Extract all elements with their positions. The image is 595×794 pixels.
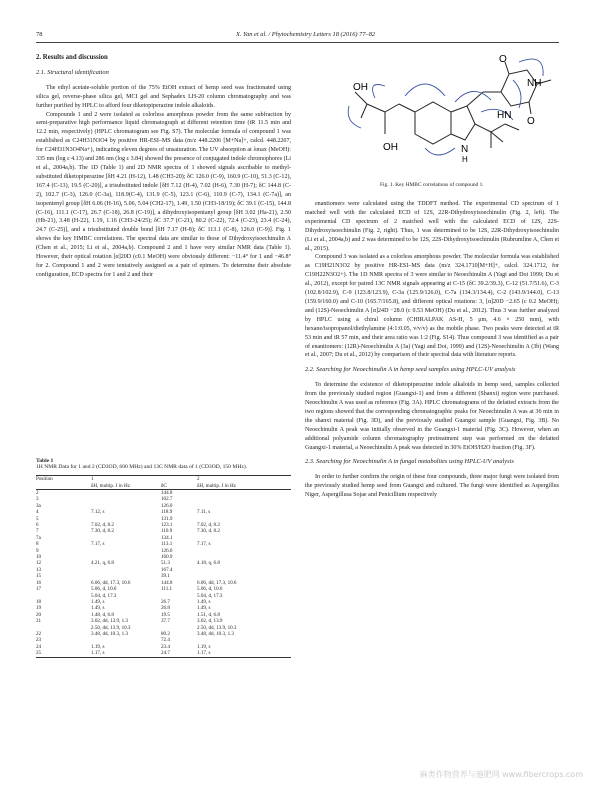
table-cell: 15 <box>36 573 42 580</box>
table-cell: 110.9 <box>161 528 173 535</box>
table-cell: 1.19, s <box>197 643 211 650</box>
column-subheader <box>36 483 91 490</box>
section-heading: 2. Results and discussion <box>36 54 108 61</box>
subsection-heading: 2.3. Searching for Neoechinulin A in fungal metabolites using HPLC-UV analysis <box>305 458 514 466</box>
table-row <box>36 650 291 657</box>
table-cell: 2 <box>36 490 39 497</box>
table-cell <box>91 490 161 497</box>
table-cell: 26.7 <box>161 598 170 605</box>
table-cell: 6.06, dd, 17.3, 10.6 <box>197 579 237 586</box>
table-row <box>36 586 291 599</box>
right-column <box>305 200 559 500</box>
column-header: 1 <box>91 476 94 483</box>
table-cell: 111.1 <box>161 586 173 593</box>
chem-label-o: O <box>499 54 507 65</box>
paragraph: enantiomers were calculated using the TDDFT method. The experimental CD spectrum of 1 matched well with the calculated ECD of 12S, 22R-Dihydroxyisoechinulin (Fig. 2, left). The experimental CD spectrum of 2 matched well with the calculated ECD of 12S, 22S-Dihydroxyisoechinulin (Fig. 2, right). Thus, 1 was determined to be 12S, 22R-Dihydroxyisoechinulin (Li et al., 2004a,b) and 2 was determined to be 12S, 22S-Dihydroxyisoechinulin (Rubrumline A, Chen et al., 2015). <box>305 201 559 252</box>
table-title: Table 1 <box>36 458 54 464</box>
journal-citation: X. Yan et al. / Phytochemistry Letters 18 (2016) 77–82 <box>236 31 376 38</box>
table-cell: 8 <box>36 541 39 548</box>
table-cell: 1.49, s <box>91 598 105 605</box>
table-cell: 25 <box>36 650 91 657</box>
table-cell: 113.1 <box>161 541 173 548</box>
table-cell: 134.1 <box>161 534 173 541</box>
table-cell: 9 <box>36 547 39 554</box>
header-rule <box>36 42 559 43</box>
table-cell: 1.49, s <box>197 605 211 612</box>
table-cell: 10 <box>36 554 42 561</box>
table-cell: 102.7 <box>161 496 173 503</box>
table-cell: 24 <box>36 643 42 650</box>
table-cell: 7.12, s <box>91 509 105 516</box>
table-cell: 3.48, dd, 10.3, 1.3 <box>91 630 128 637</box>
watermark: 麻类作物营养与施肥网 www.fibercrops.com <box>419 770 583 779</box>
table-cell: 6 <box>36 522 39 529</box>
table-cell: 118.9 <box>161 509 173 516</box>
figure-hmbc-structure <box>305 52 559 182</box>
table-cell: 19.5 <box>161 611 170 618</box>
table-cell: 26.8 <box>161 605 170 612</box>
table-cell: 3.02, d, 13.9 2.50, dd, 13.9, 10.3 <box>197 618 237 631</box>
table-cell: 23.4 <box>161 643 170 650</box>
column-header: Position <box>36 476 53 483</box>
table-cell: 4.18, q, 6.8 <box>197 560 220 567</box>
table-cell: 167.4 <box>161 566 173 573</box>
table-cell: 5 <box>36 515 39 522</box>
table-cell: 16 <box>36 579 42 586</box>
chemical-structure <box>305 52 559 182</box>
paragraph: Compound 3 was isolated as a colorless amorphous powder. The molecular formula was established as C19H21N3O2 by positive HR-ESI–MS data (m/z 324.1710[M+H]+, calcd. 324.1712, for C19H22N3O2+). The 1D NMR spectra of 3 were similar to Neoechinulin A (Yagi and Doi 1999; Du et al., 2012), except for paired 13C NMR signals appearing at C-15 (δC 39.2/39.3), C-12 (51.7/51.6), C-3 (102.8/102.9), C-9 (123.8/123.9), C-3a (125.9/126.0), C-7a (134.3/134.4), C-2 (143.9/144.0), C-13 (159.9/160.0) and C-10 (165.7/165.8), and different optical rotations: 3, [α]20D −2.65 (c 0.2 MeOH); and (12S)-Neoechinulin A [α]24D −28.0 (c 0.53 MeOH) (Du et al., 2012). Thus 3 was further analyzed by HPLC using a chiral column (CHIRALPAK AS-H, 5 μm, 4.6 × 250 mm), with hexane/isopropanol/diethylamine (4:1:0.05, v/v/v) as the mobile phase. Two peaks were detected at tR 53 min and tR 57 min, and their area ratio was 1:2 (Fig. S14). Thus compound 3 was identified as a pair of enantiomers: (12R)-Neoechinulin A (3a) (Yagi and Doi, 1999) and (12S)-Neoechinulin A (3b) (Wang et al., 2007; Du et al., 2012) by comparison of their spectral data with literature reports. <box>305 254 559 359</box>
table-cell: 5.06, d, 10.6 5.04, d, 17.3 <box>91 586 117 599</box>
table-cell: 1.48, d, 6.8 <box>91 611 114 618</box>
paragraph: To determine the existence of diketopiperazine indole alkaloids in hemp seed, samples collected from the previously studied region (Guangxi-1) and from a different (Shanxi) region were purchased. Neoechinulin A was used as reference (Fig. 3A). HPLC chromatograms of the defatted extracts from the two regions showed that the corresponding chromatographic peaks for Neoechinulin A was at 36 min in the shanxi material (Fig. 3D), and the previously studied Guangxi sample (Guangxi, Fig. 3B). No Neoechinulin A peak was initially observed in the Guangxi-1 material (Fig. 3C). However, when an additional polyamide column chromatography pretreatment step was performed on the defatted Guangxi-1 material, a Neoechinulin A peak was detected in 30% EtOH/H2O fraction (Fig. 3F). <box>305 382 559 451</box>
table-cell: 7 <box>36 528 39 535</box>
table-cell: 7.30, d, 8.2 <box>91 528 114 535</box>
chem-label-n: N <box>461 144 469 155</box>
table-cell: 22 <box>36 630 42 637</box>
table-cell: 1.19, s <box>91 643 105 650</box>
table-cell: 13 <box>36 566 42 573</box>
chem-label-h: H <box>462 155 468 164</box>
chem-label-o: O <box>527 116 535 127</box>
table-cell: 7.02, d, 8.2 <box>91 522 114 529</box>
subsection-heading: 2.1. Structural identification <box>36 68 109 76</box>
subsection-heading: 2.2. Searching for Neoechinulin A in hemp seed samples using HPLC-UV analysis <box>305 366 516 374</box>
chem-label-oh: OH <box>383 142 398 153</box>
table-cell: 1.51, d, 6.8 <box>197 611 220 618</box>
nmr-table <box>36 458 291 658</box>
table-caption: 1H NMR Data for 1 and 2 (CD3OD, 600 MHz) and 13C NMR data of 1 (CD3OD, 150 MHz). <box>36 464 248 470</box>
table-cell: 3 <box>36 496 39 503</box>
paragraph: Compounds 1 and 2 were isolated as colorless amorphous powder from the same subfraction by semi-preparative high performance liquid chromatograph at different retention time (tR 11.5 min and 12.2 min, respectively) (HPLC chromatogram see Fig. S7). The molecular formula of compound 1 was established as C24H31N3O4 by positive HR-ESI–MS data (m/z 448.2206 [M+Na]+, calcd. 448.2207, for C24H31N3O4Na+), indicating eleven degrees of unsaturation. The UV absorption at λmax (MeOH): 335 nm (log ε 4.13) and 286 nm (log ε 3.84) showed the presence of conjugated indole chromophores (Li et al., 2004a,b). The 1D (Table 1) and 2D NMR spectra of 1 showed signals ascribable to methyl-substituted diketopiperazine [δH 4.21 (H-12), 1.48 (CH3-20); δC 126.0 (C-9), 160.9 (C-10), 51.3 (C-12), 167.4 (C-13), 19.5 (C-20)], a trisubstituted indole [δH 7.12 (H-4), 7.02 (H-6), 7.30 (H-7); δC 144.8 (C-2), 102.7 (C-3), 126.0 (C-3a), 118.9(C-4), 131.9 (C-5), 123.1 (C-6), 110.9 (C-7), 134.1 (C-7a)], an isopentenyl group [δH 6.06 (H-16), 5.06, 5.04 (CH2-17), 1.49, 1.50 (CH3-18/19); δC 39.1 (C-15), 144.8 (C-16), 111.1 (C-17), 26.7 (C-18), 26.8 (C-19)], a dihydroxyisopentanyl group [δH 3.02 (Ha-21), 2.50 (Hb-21), 3.48 (H-22), 1.19, 1.16 (CH3-24/25); δC 37.7 (C-21), 80.2 (C-22), 72.4 (C-23), 23.4 (C-24), 24.7 (C-25)], and a trisubstituted double bond [δH 7.17 (H-8); δC 113.1 (C-8), 126.0 (C-9)]. Fig. 1 shows the key HMBC correlations. The spectral data are similar to those of Dihydroxyisoechinulin A (Chen et al., 2015; Li et al., 2004a,b). Compound 2 and 1 have very similar NMR data (Table 1). However, their optical rotation [α]20D (c0.1 MeOH) were obviously different: −11.4° for 1 and −46.8° for 2. Compound 1 and 2 were tentatively assigned as a pair of epimers. To determine their absolute configuration, ECD spectra for 1 and 2 and their <box>36 111 291 278</box>
table-cell: 7.30, d, 8.2 <box>197 528 220 535</box>
table-cell: 1.17, s <box>91 650 161 657</box>
chem-label-oh: OH <box>353 82 368 93</box>
table-cell: 1.49, s <box>91 605 105 612</box>
table-cell: 126.0 <box>161 547 173 554</box>
left-column <box>36 54 291 280</box>
nmr-data-table <box>36 475 291 657</box>
table-cell: 3a <box>36 502 41 509</box>
figure-caption: Fig. 1. Key HMBC correlations of compound 1. <box>380 182 484 188</box>
table-cell: 7.11, s <box>197 509 211 516</box>
table-cell: 51.3 <box>161 560 170 567</box>
chem-label-hn: HN <box>497 110 512 121</box>
table-cell: 80.2 <box>161 630 170 637</box>
table-cell: 20 <box>36 611 42 618</box>
paragraph: In order to further confirm the origin of these four compounds, three major fungi were isolated from the previously studied hemp seed from Guangxi and cultured. The fungi were identified as Aspergillus Niger, Aspergillusa Sojae and Penicillium respectively <box>305 474 559 499</box>
column-subheader: δC <box>161 482 167 489</box>
table-cell: 21 <box>36 618 42 625</box>
table-cell: 5.06, d, 10.6 5.04, d, 17.3 <box>197 586 223 599</box>
table-cell: 7a <box>36 534 41 541</box>
table-row <box>36 618 291 631</box>
table-cell: 3.02, dd, 13.9, 1.3 2.50, dd, 13.9, 10.3 <box>91 618 131 631</box>
table-cell: 4 <box>36 509 39 516</box>
chem-label-nh: NH <box>527 78 542 89</box>
table-cell: 39.1 <box>161 573 170 580</box>
table-cell: 1.17, s <box>197 650 291 657</box>
table-cell: 131.9 <box>161 515 173 522</box>
table-cell: 23 <box>36 637 42 644</box>
table-body <box>36 490 291 658</box>
paragraph: The ethyl acetate-soluble portion of the 75% EtOH extract of hemp seed was fractionated using silica gel, reverse-phase silica gel, MCI gel and Sephadex LH-20 column chromatography and was further purified by HPLC to afford four diketopiperazine indole alkaloids. <box>36 84 291 109</box>
table-cell: 37.7 <box>161 618 170 625</box>
table-row <box>36 490 291 497</box>
page-number: 78 <box>36 31 43 38</box>
table-cell: 7.17, s <box>197 541 211 548</box>
table-cell: 1.49, s <box>197 598 211 605</box>
table-cell: 6.06, dd, 17.3, 10.6 <box>91 579 131 586</box>
table-cell: 72.4 <box>161 637 170 644</box>
column-subheader: δH, multip. J in Hz <box>91 482 130 489</box>
table-cell <box>197 490 291 497</box>
column-header: 2 <box>197 476 200 483</box>
table-cell: 123.1 <box>161 522 173 529</box>
table-cell: 24.7 <box>161 650 197 657</box>
table-cell: 4.21, q, 6.8 <box>91 560 114 567</box>
table-cell: 144.8 <box>161 490 173 497</box>
table-cell: 160.9 <box>161 554 173 561</box>
table-cell: 19 <box>36 605 42 612</box>
table-cell: 3.48, dd, 10.3, 1.3 <box>197 630 234 637</box>
table-cell: 144.8 <box>161 579 173 586</box>
table-cell: 7.02, d, 8.2 <box>197 522 220 529</box>
table-cell: 126.0 <box>161 502 173 509</box>
table-cell: 7.17, s <box>91 541 105 548</box>
column-header <box>161 476 197 483</box>
table-cell: 12 <box>36 560 42 567</box>
table-cell: 18 <box>36 598 42 605</box>
column-subheader: δH, multip. J in Hz <box>197 482 236 489</box>
table-cell: 17 <box>36 586 42 593</box>
